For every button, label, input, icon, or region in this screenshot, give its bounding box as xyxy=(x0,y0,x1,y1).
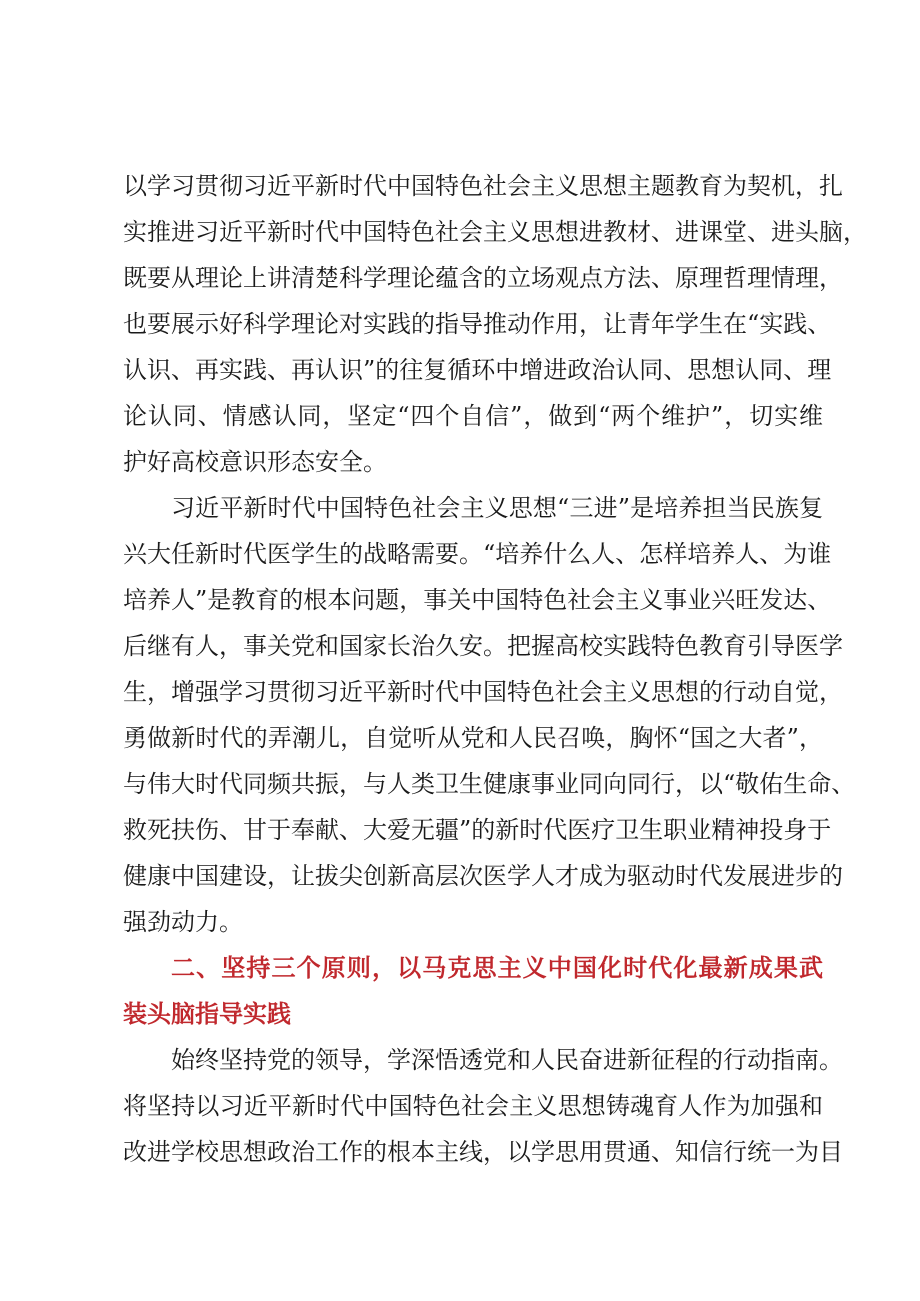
paragraph-1-line-1: 以学习贯彻习近平新时代中国特色社会主义思想主题教育为契机，扎 xyxy=(123,172,843,200)
section-heading-line-2: 装头脑指导实践 xyxy=(123,1000,291,1028)
paragraph-2-line-9: 健康中国建设，让拔尖创新高层次医学人才成为驱动时代发展进步的 xyxy=(123,862,843,890)
paragraph-2-line-1: 习近平新时代中国特色社会主义思想“三进”是培养担当民族复 xyxy=(171,494,823,522)
paragraph-2-line-3: 培养人”是教育的根本问题，事关中国特色社会主义事业兴旺发达、 xyxy=(123,586,832,614)
paragraph-1-line-4: 也要展示好科学理论对实践的指导推动作用，让青年学生在“实践、 xyxy=(123,310,832,338)
paragraph-2-line-5: 生，增强学习贯彻习近平新时代中国特色社会主义思想的行动自觉， xyxy=(123,678,843,706)
paragraph-3-line-3: 改进学校思想政治工作的根本主线，以学思用贯通、知信行统一为目 xyxy=(123,1138,843,1166)
paragraph-1-line-2: 实推进习近平新时代中国特色社会主义思想进教材、进课堂、进头脑， xyxy=(123,218,867,246)
paragraph-2-line-7: 与伟大时代同频共振，与人类卫生健康事业同向同行，以“敬佑生命、 xyxy=(123,770,856,798)
paragraph-2-line-8: 救死扶伤、甘于奉献、大爱无疆”的新时代医疗卫生职业精神投身于 xyxy=(123,816,832,844)
paragraph-1-line-5: 认识、再实践、再认识”的往复循环中增进政治认同、思想认同、理 xyxy=(123,356,832,384)
paragraph-2-line-2: 兴大任新时代医学生的战略需要。“培养什么人、怎样培养人、为谁 xyxy=(123,540,832,568)
paragraph-3-line-1: 始终坚持党的领导，学深悟透党和人民奋进新征程的行动指南。 xyxy=(171,1046,843,1074)
paragraph-2-line-6: 勇做新时代的弄潮儿，自觉听从党和人民召唤，胸怀“国之大者”， xyxy=(123,724,823,752)
paragraph-3-line-2: 将坚持以习近平新时代中国特色社会主义思想铸魂育人作为加强和 xyxy=(123,1092,823,1120)
paragraph-1-line-3: 既要从理论上讲清楚科学理论蕴含的立场观点方法、原理哲理情理， xyxy=(123,264,843,292)
paragraph-2-line-4: 后继有人，事关党和国家长治久安。把握高校实践特色教育引导医学 xyxy=(123,632,843,660)
paragraph-1-line-7: 护好高校意识形态安全。 xyxy=(123,448,387,476)
paragraph-1-line-6: 论认同、情感认同，坚定“四个自信”，做到“两个维护”，切实维 xyxy=(123,402,823,430)
section-heading-line-1: 二、坚持三个原则，以马克思主义中国化时代化最新成果武 xyxy=(171,954,823,982)
paragraph-2-line-10: 强劲动力。 xyxy=(123,908,243,936)
